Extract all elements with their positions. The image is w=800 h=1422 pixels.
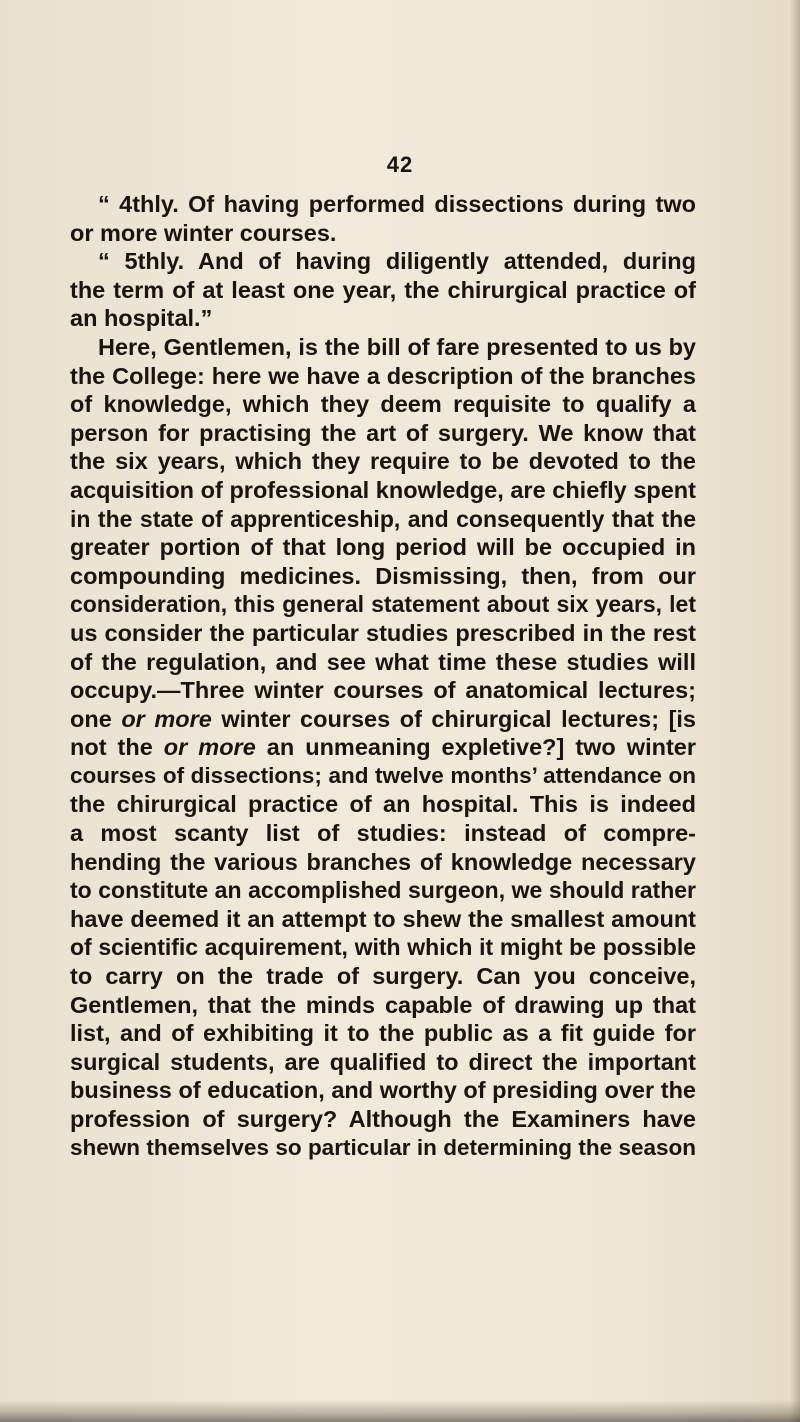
text-line: an hospital.”	[70, 305, 213, 332]
text-line: surgical students, are qualified to direct the important	[70, 1048, 696, 1075]
text-line: business of education, and worthy of presiding over the	[70, 1077, 696, 1104]
text-line: or more winter courses.	[70, 219, 337, 246]
body-text	[70, 190, 696, 1162]
text-line: hending the various branches of knowledge necessary	[70, 848, 696, 875]
page-bottom-edge	[0, 1400, 800, 1422]
text-line: us consider the particular studies prescribed in the rest	[70, 619, 696, 646]
text-line: of knowledge, which they deem requisite to qualify a	[70, 391, 696, 418]
text-line: Gentlemen, that the minds capable of drawing up that	[70, 991, 696, 1018]
text-line: shewn themselves so particular in determining the season	[70, 1134, 696, 1160]
text-line: have deemed it an attempt to shew the smallest amount	[70, 905, 696, 932]
text-line: Here, Gentlemen, is the bill of fare presented to us by	[98, 333, 696, 360]
page-edge-shadow	[790, 0, 800, 1422]
text-line: of scientific acquirement, with which it might be possible	[70, 934, 696, 961]
page-number: 42	[386, 152, 414, 177]
text-line: “ 5thly. And of having diligently attended, during	[98, 248, 696, 275]
text-line: compounding medicines. Dismissing, then, from our	[70, 562, 696, 589]
text-line: occupy.—Three winter courses of anatomical lectures;	[70, 677, 696, 704]
text-line: the chirurgical practice of an hospital. This is indeed	[70, 791, 696, 818]
text-line: in the state of apprenticeship, and consequently that the	[70, 505, 696, 532]
text-line: greater portion of that long period will be occupied in	[70, 534, 696, 561]
text-line: list, and of exhibiting it to the public as a fit guide for	[70, 1020, 696, 1047]
text-line: “ 4thly. Of having performed dissections during two	[98, 191, 696, 217]
text-line: not the or more an unmeaning expletive?] two winter	[70, 734, 697, 761]
text-line: acquisition of professional knowledge, are chiefly spent	[70, 476, 696, 503]
text-line: profession of surgery? Although the Examiners have	[70, 1106, 696, 1132]
text-line: one or more winter courses of chirurgical lectures; [is	[70, 705, 697, 732]
text-line: to carry on the trade of surgery. Can you conceive,	[70, 963, 696, 990]
text-line: person for practising the art of surgery. We know that	[70, 419, 696, 446]
text-line: the term of at least one year, the chirurgical practice of	[70, 276, 696, 303]
text-line: the six years, which they require to be devoted to the	[70, 448, 696, 475]
text-line: consideration, this general statement about six years, let	[70, 591, 696, 618]
text-line: of the regulation, and see what time these studies will	[70, 648, 696, 675]
text-line: the College: here we have a description of the branches	[70, 362, 696, 389]
text-line: to constitute an accomplished surgeon, we should rather	[70, 877, 696, 904]
text-line: a most scanty list of studies: instead of compre-	[70, 820, 696, 847]
text-line: courses of dissections; and twelve months’ attendance on	[70, 762, 696, 788]
